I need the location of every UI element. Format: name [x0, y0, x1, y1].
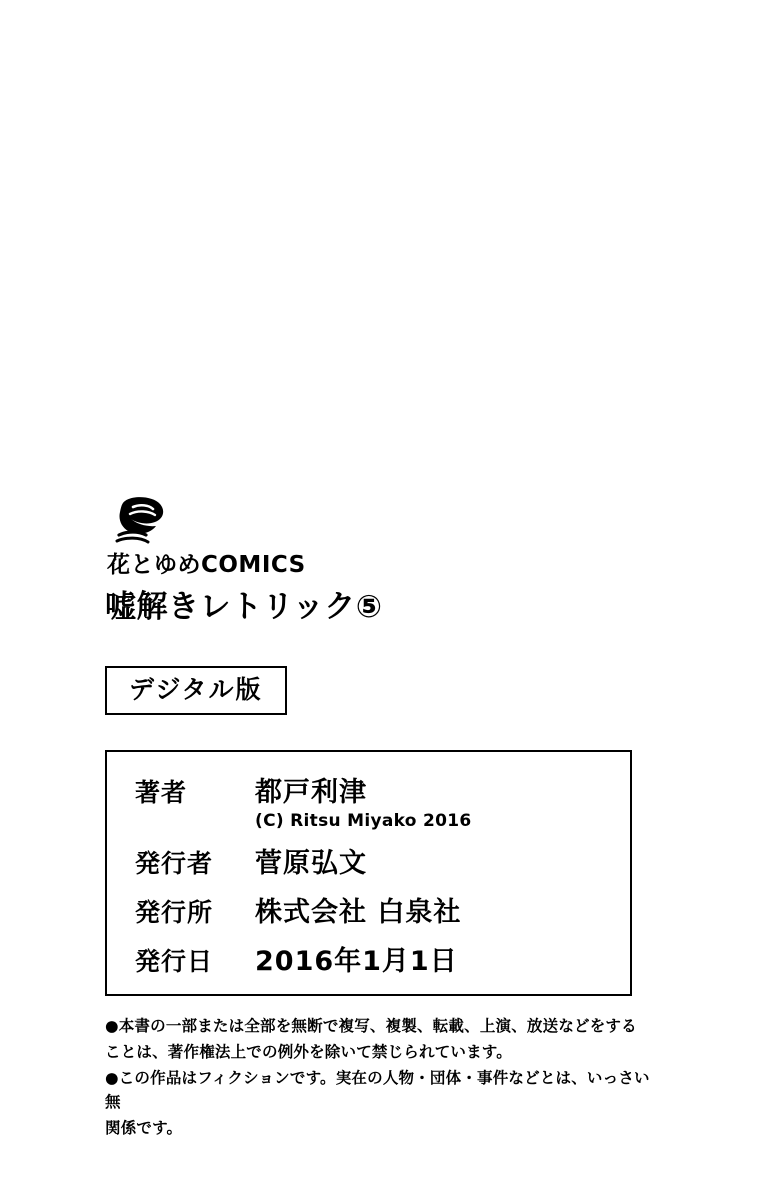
- credit-value-publisher-person: 菅原弘文: [255, 847, 367, 879]
- table-row: [107, 770, 630, 809]
- edition-label: デジタル版: [129, 674, 263, 704]
- credit-value-pubdate: 2016年1月1日: [255, 945, 458, 977]
- credit-value-publisher-company: 株式会社 白泉社: [255, 896, 462, 928]
- credit-label-pubdate: 発行日: [135, 946, 214, 976]
- credit-label-author: 著者: [135, 777, 188, 807]
- legal-line-2: ことは、著作権法上での例外を除いて禁じられています。: [105, 1042, 512, 1061]
- imprint-name: 花とゆめCOMICS: [107, 552, 306, 578]
- publisher-logo-row: [105, 495, 650, 551]
- book-title: 嘘解きレトリック⑤: [105, 589, 383, 626]
- legal-line-3: ●この作品はフィクションです。実在の人物・団体・事件などとは、いっさい無: [105, 1068, 650, 1111]
- legal-line-4: 関係です。: [105, 1119, 183, 1137]
- table-row: [107, 841, 630, 880]
- credits-table: [105, 750, 632, 996]
- table-row: [107, 939, 630, 978]
- hana-to-yume-logo-icon: [113, 495, 169, 547]
- credit-label-publisher-person: 発行者: [135, 848, 214, 878]
- legal-line-1: ●本書の一部または全部を無断で複写、複製、転載、上演、放送などをする: [105, 1016, 637, 1035]
- credit-value-author: 都戸利津: [255, 776, 367, 808]
- credit-label-publisher-company: 発行所: [135, 897, 214, 927]
- legal-notes: [105, 1014, 650, 1140]
- table-row: [107, 890, 630, 929]
- edition-badge: [105, 666, 287, 715]
- copyright-notice: (C) Ritsu Miyako 2016: [255, 810, 472, 831]
- colophon-block: [105, 495, 650, 1140]
